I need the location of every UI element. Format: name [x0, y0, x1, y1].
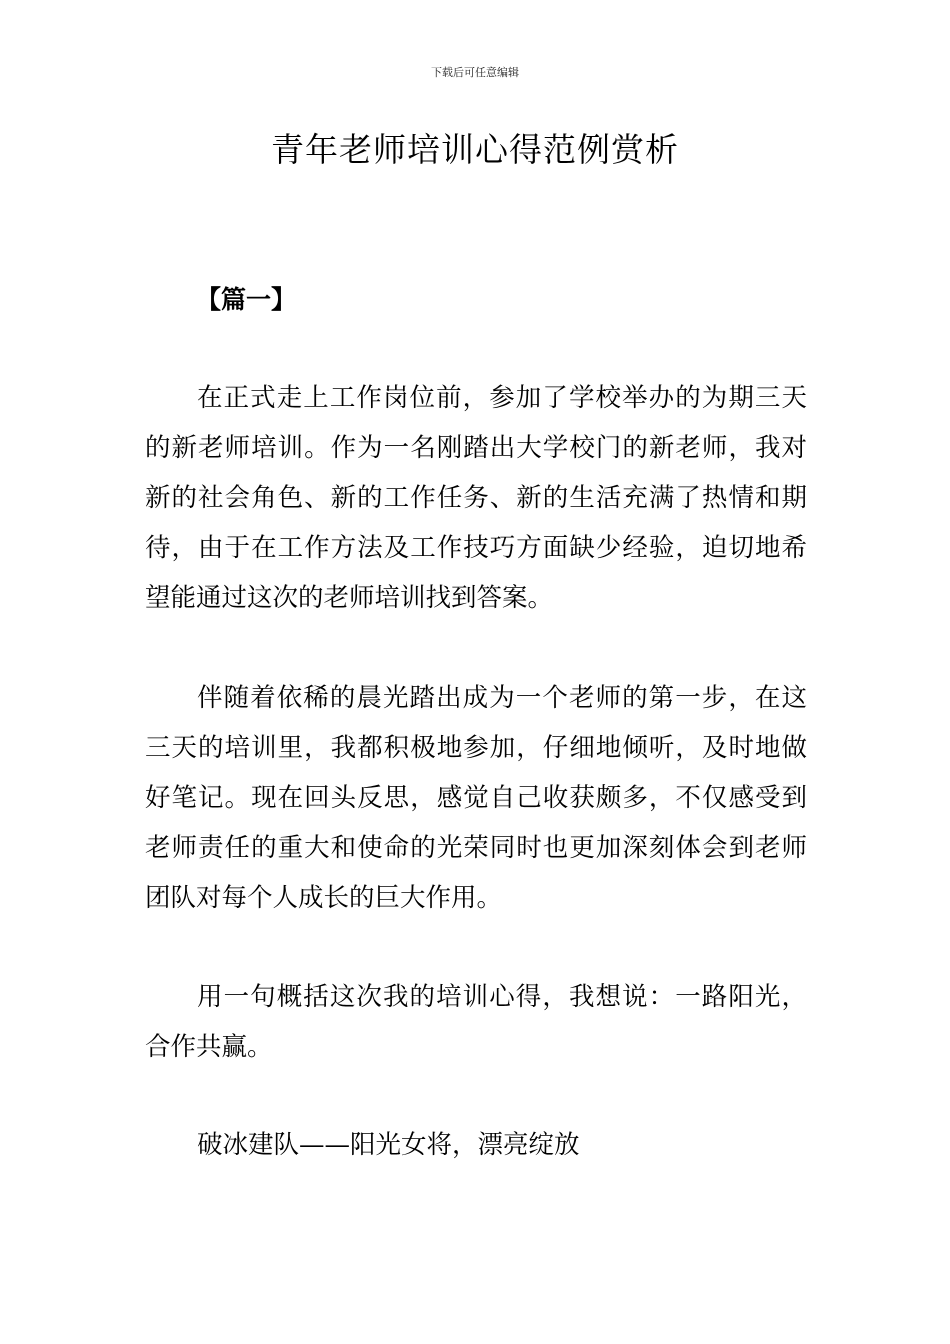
body-paragraph: 在正式走上工作岗位前，参加了学校举办的为期三天的新老师培训。作为一名刚踏出大学校门的新老师，我对新的社会角色、新的工作任务、新的生活充满了热情和期待，由于在工作方法及工作技巧方面缺少经验，迫切地希望能通过这次的老师培训找到答案。	[145, 383, 807, 613]
section-heading: 【篇一】	[196, 285, 297, 314]
body-paragraph: 破冰建队——阳光女将，漂亮绽放	[197, 1130, 580, 1160]
body-paragraph: 伴随着依稀的晨光踏出成为一个老师的第一步，在这三天的培训里，我都积极地参加，仔细地倾听，及时地做好笔记。现在回头反思，感觉自己收获颇多，不仅感受到老师责任的重大和使命的光荣同时也更加深刻体会到老师团队对每个人成长的巨大作用。	[145, 683, 807, 913]
body-paragraph: 用一句概括这次我的培训心得，我想说：一路阳光，合作共赢。	[145, 982, 807, 1062]
document-title: 青年老师培训心得范例赏析	[271, 130, 679, 169]
header-note: 下载后可任意编辑	[431, 66, 519, 79]
